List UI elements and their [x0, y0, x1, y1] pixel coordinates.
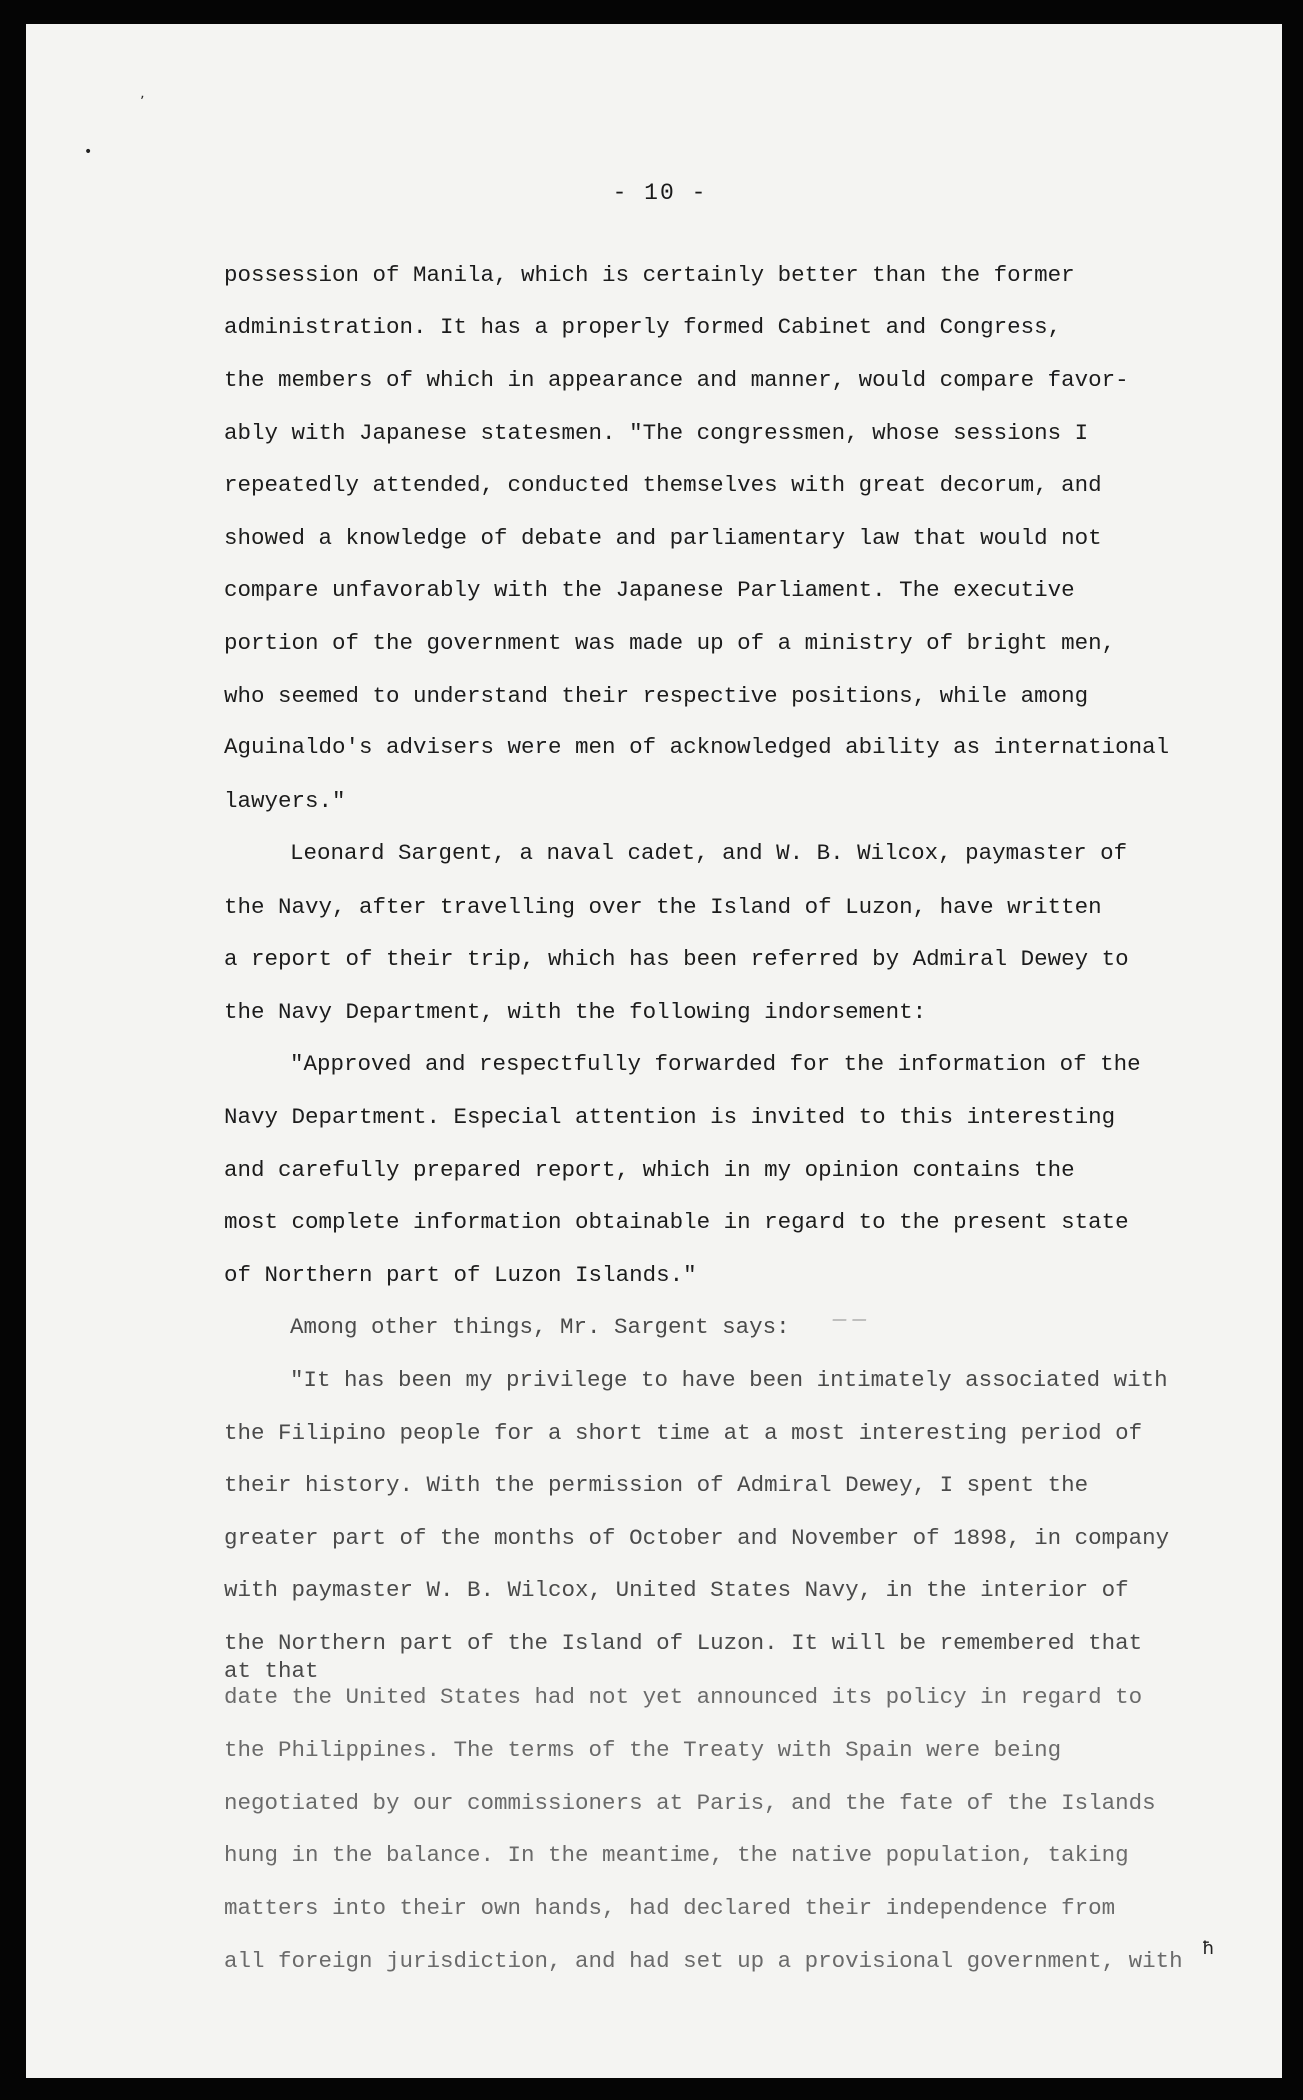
text-line: showed a knowledge of debate and parliamentary law that would not — [224, 525, 1102, 551]
text-line: the Navy, after travelling over the Island of Luzon, have written — [224, 894, 1102, 920]
text-line: greater part of the months of October and November of 1898, in company — [224, 1525, 1170, 1551]
text-line: lawyers." — [224, 788, 346, 814]
text-line: Aguinaldo's advisers were men of acknowledged ability as international — [224, 734, 1170, 760]
text-line: Among other things, Mr. Sargent says: — [290, 1314, 790, 1340]
text-line: the members of which in appearance and manner, would compare favor- — [224, 367, 1129, 393]
text-line: all foreign jurisdiction, and had set up a provisional government, with — [224, 1948, 1183, 1974]
text-line: most complete information obtainable in regard to the present state — [224, 1209, 1129, 1235]
text-line: who seemed to understand their respective positions, while among — [224, 683, 1089, 709]
text-line: date the United States had not yet announced its policy in regard to — [224, 1684, 1143, 1710]
text-line: portion of the government was made up of a ministry of bright men, — [224, 630, 1116, 656]
page-number: - 10 - — [612, 180, 708, 206]
text-line: matters into their own hands, had declared their independence from — [224, 1895, 1116, 1921]
text-line: the Navy Department, with the following indorsement: — [224, 999, 927, 1025]
text-line: possession of Manila, which is certainly better than the former — [224, 262, 1075, 288]
text-line: with paymaster W. B. Wilcox, United States Navy, in the interior of — [224, 1577, 1129, 1603]
text-line: at that — [224, 1658, 319, 1684]
handwritten-annotation: — — — [832, 1310, 867, 1328]
text-line: of Northern part of Luzon Islands." — [224, 1262, 697, 1288]
text-line: negotiated by our commissioners at Paris, and the fate of the Islands — [224, 1790, 1156, 1816]
text-line: Leonard Sargent, a naval cadet, and W. B. Wilcox, paymaster of — [290, 840, 1128, 866]
text-line: "It has been my privilege to have been intimately associated with — [290, 1367, 1168, 1393]
text-line: hung in the balance. In the meantime, the native population, taking — [224, 1842, 1129, 1868]
text-line: administration. It has a properly formed Cabinet and Congress, — [224, 314, 1062, 340]
margin-mark: ʼ — [140, 94, 145, 110]
text-line: the Philippines. The terms of the Treaty with Spain were being — [224, 1737, 1062, 1763]
text-line: "Approved and respectfully forwarded for the information of the — [290, 1051, 1141, 1077]
text-line: the Northern part of the Island of Luzon. It will be remembered that — [224, 1630, 1143, 1656]
text-line: a report of their trip, which has been referred by Admiral Dewey to — [224, 946, 1129, 972]
margin-mark: ħ — [1202, 1938, 1215, 1959]
text-line: and carefully prepared report, which in my opinion contains the — [224, 1157, 1075, 1183]
text-line: their history. With the permission of Admiral Dewey, I spent the — [224, 1472, 1089, 1498]
margin-mark: • — [84, 144, 93, 160]
text-line: repeatedly attended, conducted themselves with great decorum, and — [224, 472, 1102, 498]
text-line: the Filipino people for a short time at a most interesting period of — [224, 1420, 1143, 1446]
text-line: Navy Department. Especial attention is invited to this interesting — [224, 1104, 1116, 1130]
text-line: compare unfavorably with the Japanese Parliament. The executive — [224, 577, 1075, 603]
text-line: ably with Japanese statesmen. "The congressmen, whose sessions I — [224, 420, 1089, 446]
